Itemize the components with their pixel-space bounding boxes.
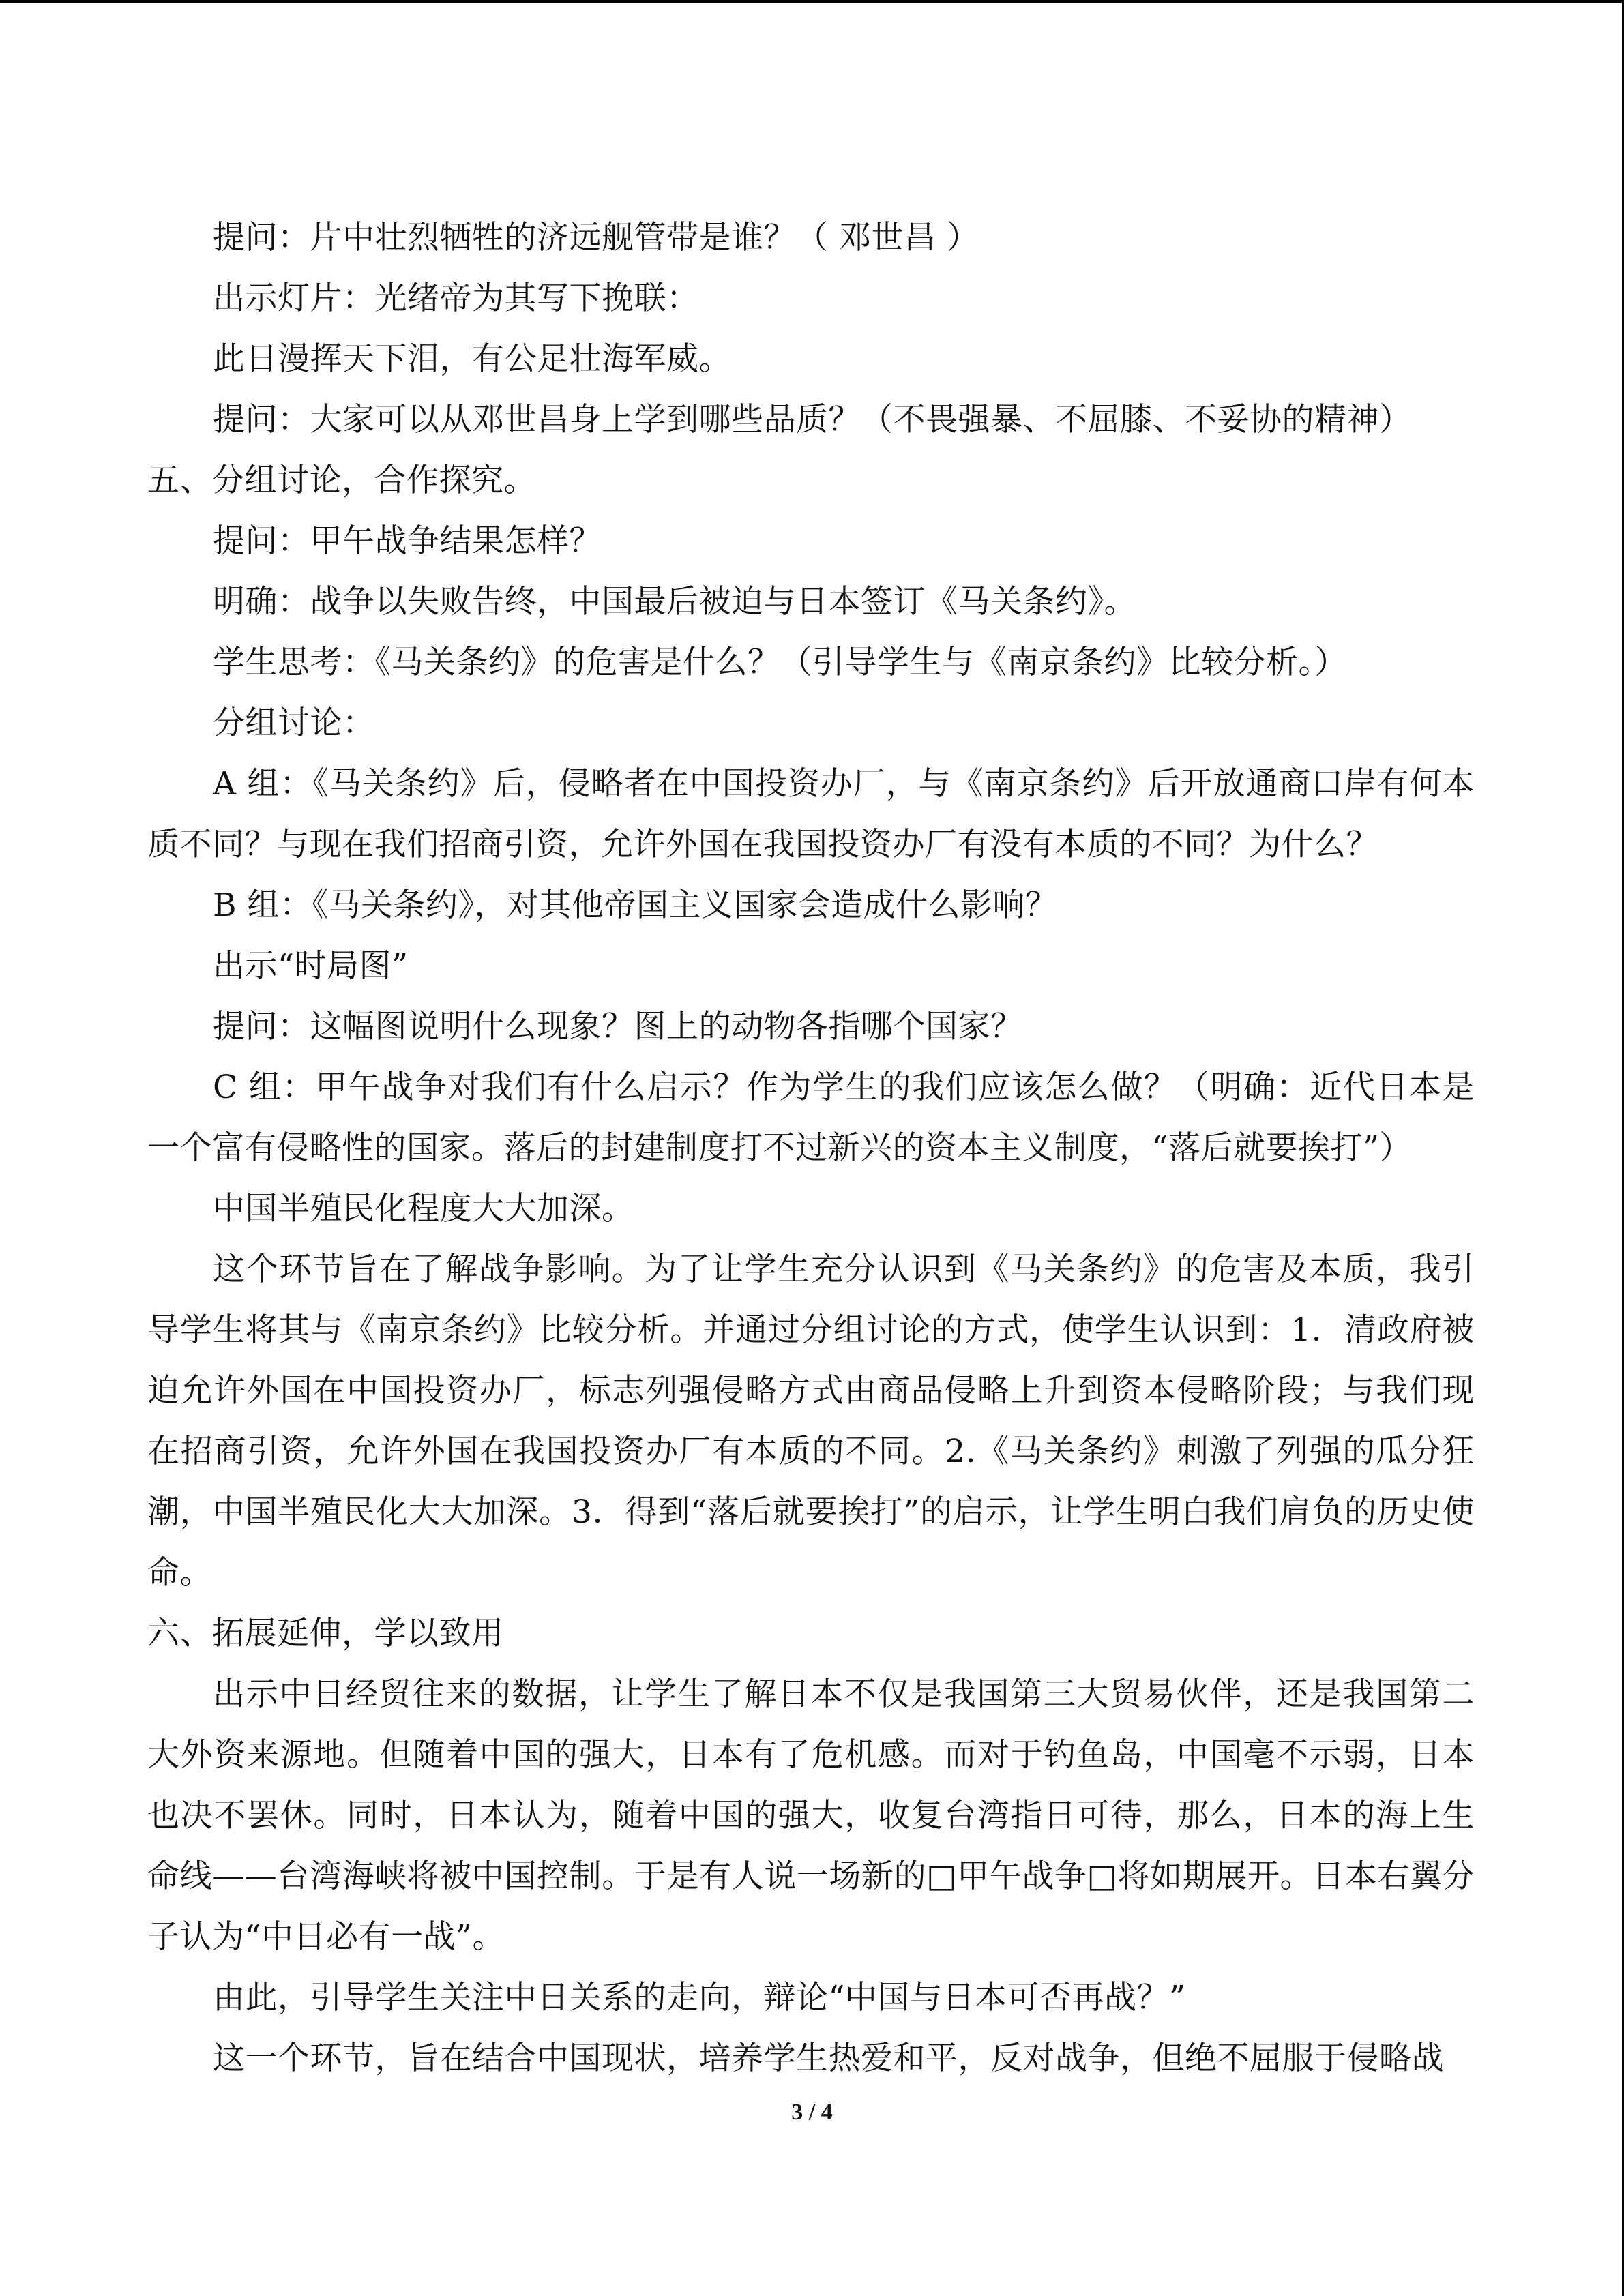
paragraph-question-qualities: 提问：大家可以从邓世昌身上学到哪些品质？（不畏强暴、不屈膝、不妥协的精神） [213, 401, 1412, 438]
paragraph-student-thinking: 学生思考：《马关条约》的危害是什么？（引导学生与《南京条约》比较分析。） [213, 644, 1347, 681]
paragraph-closing: 这一个环节，旨在结合中国现状，培养学生热爱和平，反对战争，但绝不屈服于侵略战 [213, 2040, 1444, 2077]
paragraph-slide-elegy: 出示灯片：光绪帝为其写下挽联： [213, 280, 699, 317]
section-heading-extension: 六、拓展延伸，学以致用 [147, 1615, 504, 1652]
paragraph-group-a: A 组：《马关条约》后，侵略者在中国投资办厂，与《南京条约》后开放通商口岸有何本质不同？与现在我们招商引资，允许外国在我国投资办厂有没有本质的不同？为什么？ [147, 765, 1475, 863]
paragraph-show-map: 出示“时局图” [213, 947, 409, 985]
paragraph-section-summary: 这个环节旨在了解战争影响。为了让学生充分认识到《马关条约》的危害及本质，我引导学生将其与《南京条约》比较分析。并通过分组讨论的方式，使学生认识到：1．清政府被迫允许外国在中国投资办厂，标志列强侵略方式由商品侵略上升到资本侵略阶段；与我们现在招商引资，允许外国在我国投资办厂有本质的不同。2.《马关条约》刺激了列强的瓜分狂潮，中国半殖民化大大加深。3．得到“落后就要挨打”的启示，让学生明白我们肩负的历史使命。 [147, 1251, 1475, 1592]
section-heading-group-discussion: 五、分组讨论，合作探究。 [147, 462, 536, 499]
paragraph-debate: 由此，引导学生关注中日关系的走向，辩论“中国与日本可否再战？” [213, 1979, 1186, 2016]
paragraph-group-b: B 组：《马关条约》，对其他帝国主义国家会造成什么影响？ [213, 886, 1058, 924]
top-border [0, 0, 1624, 3]
document-body [147, 207, 1475, 2089]
paragraph-group-c: C 组：甲午战争对我们有什么启示？作为学生的我们应该怎么做？（明确：近代日本是一个富有侵略性的国家。落后的封建制度打不过新兴的资本主义制度，“落后就要挨打”） [147, 1069, 1475, 1167]
paragraph-question-deng-shichang: 提问：片中壮烈牺牲的济远舰管带是谁？（ 邓世昌 ） [213, 219, 979, 256]
paragraph-question-animals: 提问：这幅图说明什么现象？图上的动物各指哪个国家？ [213, 1008, 1023, 1045]
paragraph-group-discussion-label: 分组讨论： [213, 704, 375, 742]
page-number: 3 / 4 [791, 2100, 833, 2125]
paragraph-trade-data: 出示中日经贸往来的数据，让学生了解日本不仅是我国第三大贸易伙伴，还是我国第二大外资来源地。但随着中国的强大，日本有了危机感。而对于钓鱼岛，中国毫不示弱，日本也决不罢休。同时，日本认为，随着中国的强大，收复台湾指日可待，那么，日本的海上生命线——台湾海峡将被中国控制。于是有人说一场新的□甲午战争□将如期展开。日本右翼分子认为“中日必有一战”。 [147, 1675, 1475, 1956]
paragraph-elegy-text: 此日漫挥天下泪，有公足壮海军威。 [213, 340, 731, 378]
paragraph-clarify-treaty: 明确：战争以失败告终，中国最后被迫与日本签订《马关条约》。 [213, 583, 1136, 621]
paragraph-question-war-result: 提问：甲午战争结果怎样？ [213, 522, 602, 560]
paragraph-semi-colonization: 中国半殖民化程度大大加深。 [213, 1190, 634, 1227]
